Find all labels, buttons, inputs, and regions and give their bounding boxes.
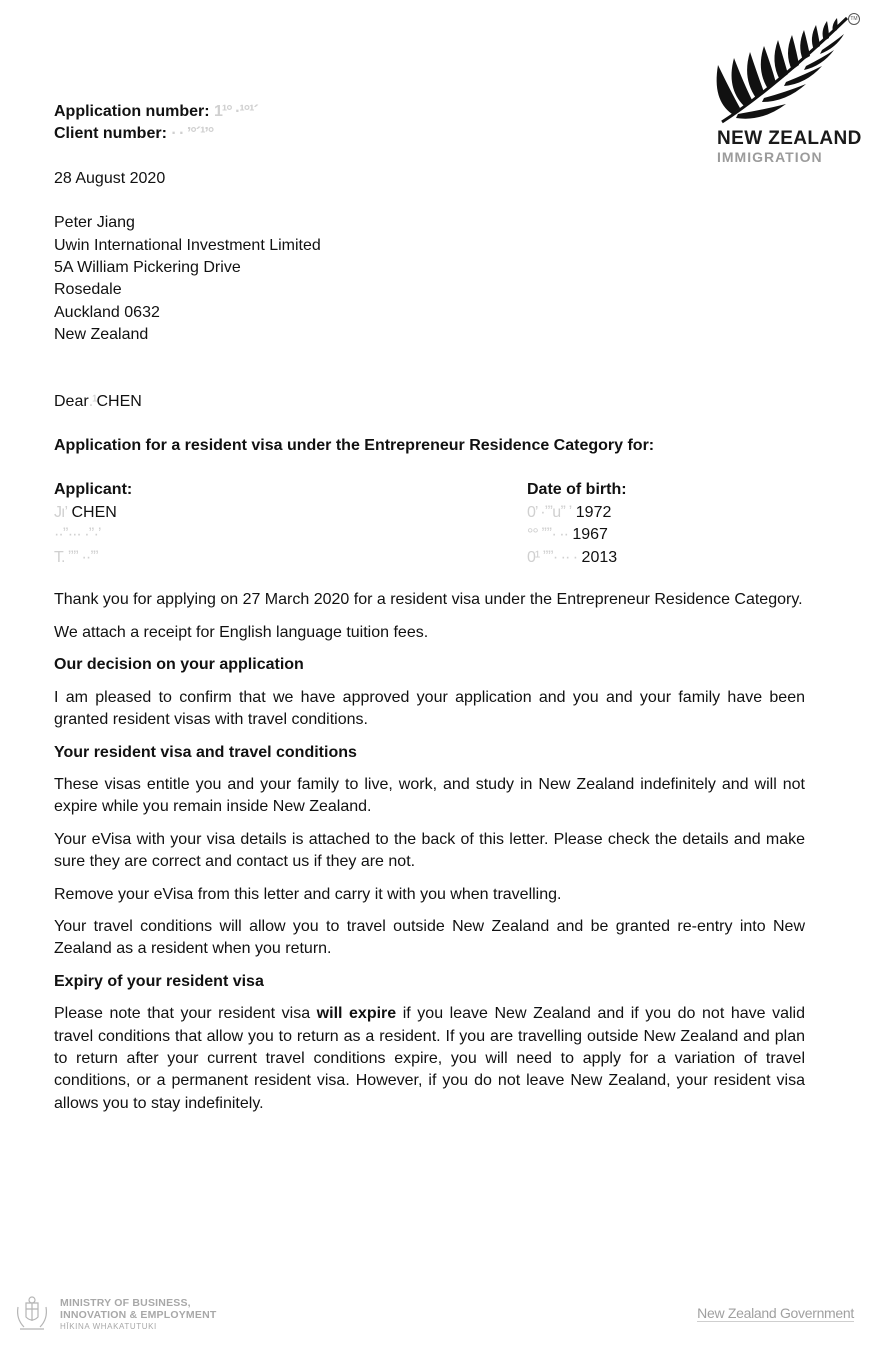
paragraph-remove-evisa: Remove your eVisa from this letter and carry it with you when travelling. [54, 885, 562, 903]
application-number-label: Application number: [54, 103, 210, 120]
paragraph-evisa: Your eVisa with your visa details is attached to the back of this letter. Please check the details and make sure they are correct and contact us if they are not. [54, 830, 805, 871]
dob-year: 1967 [572, 526, 608, 544]
dob-year: 2013 [581, 548, 618, 566]
application-number-line [54, 101, 805, 123]
dob-header: Date of birth: [527, 481, 627, 499]
expiry-text-a: Please note that your resident visa [54, 1005, 317, 1023]
mbie-line: MINISTRY OF BUSINESS, [60, 1297, 191, 1309]
address-line: 5A William Pickering Drive [54, 259, 241, 277]
applicant-name-redacted: ··ʼʼ··· ·ʼʼ·ʼ [54, 524, 101, 546]
recipient-address [54, 212, 805, 346]
mbie-line: INNOVATION & EMPLOYMENT [60, 1309, 217, 1321]
applicant-name: CHEN [71, 503, 117, 521]
address-line: Rosedale [54, 281, 122, 299]
applicant-header: Applicant: [54, 481, 133, 499]
applicant-name-redacted: Jı’ [54, 502, 67, 524]
nz-government-logo: New Zealand Government [697, 1305, 854, 1321]
address-line: Uwin International Investment Limited [54, 236, 321, 254]
address-line: Auckland 0632 [54, 303, 160, 321]
client-number-label: Client number: [54, 125, 167, 143]
paragraph-travel: Your travel conditions will allow you to travel outside New Zealand and be granted re-entry into New Zealand as a resident when you return. [54, 917, 805, 958]
heading-expiry: Expiry of your resident visa [54, 972, 264, 990]
dob-row [527, 524, 807, 546]
heading-decision: Our decision on your application [54, 656, 304, 674]
salutation-prefix: Dear [54, 392, 89, 410]
mbie-maori-line: HĪKINA WHAKATUTUKI [60, 1322, 157, 1331]
letter-subject: Application for a resident visa under the Entrepreneur Residence Category for: [54, 437, 655, 455]
applicant-row [54, 547, 514, 569]
address-line: New Zealand [54, 326, 149, 344]
salutation-name: CHEN [96, 392, 142, 410]
dob-redacted: 0¹ ʼʼʼʼ· ·· · [527, 547, 577, 569]
applicant-row [54, 502, 514, 524]
letter-date: 28 August 2020 [54, 169, 166, 187]
trademark-mark: TM [848, 13, 860, 25]
client-number-value: · · ’°´¹ʼ° [171, 123, 213, 145]
coat-of-arms-icon [12, 1295, 52, 1333]
mbie-footer-logo [12, 1293, 252, 1333]
paragraph-decision: I am pleased to confirm that we have approved your application and you and your family have been granted resident visas with travel conditions. [54, 688, 805, 729]
salutation-redacted: .¹ [89, 391, 97, 413]
paragraph-entitlement: These visas entitle you and your family to live, work, and study in New Zealand indefinitely and will not expire while you remain inside New Zealand. [54, 775, 805, 816]
paragraph-expiry [54, 1003, 805, 1115]
dob-row [527, 502, 807, 524]
dob-year: 1972 [575, 503, 612, 521]
mbie-text [60, 1297, 216, 1333]
applicant-row [54, 524, 514, 546]
dob-row [527, 547, 807, 569]
paragraph-receipt: We attach a receipt for English language tuition fees. [54, 623, 429, 641]
dob-redacted: 0’ ·ʼʼʼuʼʼ ʼ [527, 502, 571, 524]
letter-body [54, 101, 805, 1125]
paragraph-thank-you: Thank you for applying on 27 March 2020 for a resident visa under the Entrepreneur Residence Category. [54, 591, 803, 609]
dob-redacted: °° ʼʼʼʼ· ·· [527, 524, 568, 546]
address-line: Peter Jiang [54, 214, 135, 232]
applicant-column [54, 479, 514, 569]
dob-column [527, 479, 807, 569]
client-number-line [54, 123, 805, 145]
logo-title: NEW ZEALAND [717, 128, 862, 149]
expiry-text-c: if you leave New Zealand and if you do not have valid travel conditions that allow you to return as a resident. If you are travelling outside New Zealand and plan to return after your current travel conditions expire, you will need to apply for a variation of travel conditions, or a permanent resident visa. However, if you do not leave New Zealand, your resident visa allows you to stay indefinitely. [54, 1005, 806, 1112]
heading-travel-conditions: Your resident visa and travel conditions [54, 743, 357, 761]
applicants-table [54, 479, 805, 569]
application-number-value: 1¹° ·¹°¹´ [214, 101, 258, 123]
logo-subtitle: IMMIGRATION [717, 149, 823, 165]
applicant-name-redacted: T. ʼʼʼʼ ··ʼʼʼ [54, 547, 98, 569]
expiry-text-bold: will expire [316, 1005, 397, 1023]
salutation [54, 391, 805, 413]
